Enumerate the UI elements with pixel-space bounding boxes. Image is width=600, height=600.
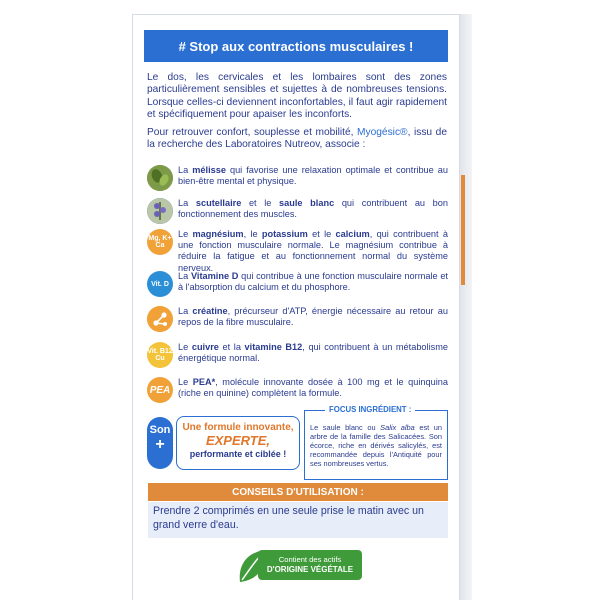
ingredient-text: La scutellaire et le saule blanc qui contribuent au bon fonctionnement des muscles.: [178, 198, 448, 220]
box-side-tab: [461, 175, 465, 285]
vegetal-line-2: D'ORIGINE VÉGÉTALE: [266, 565, 354, 574]
headline-banner: [144, 30, 448, 62]
ingredient-text: Le magnésium, le potassium et le calcium, qui contribuent à une fonction musculaire normale. Le magnésium contribue à réduire la fatigue et au fonctionnement normal du système nerveux.: [178, 229, 448, 273]
ingredient-text: La créatine, précurseur d'ATP, énergie nécessaire au retour au repos de la fibre musculaire.: [178, 306, 448, 328]
son-badge: [147, 417, 173, 469]
vitamin-b12-icon: Vit. B12 Cu: [147, 342, 173, 368]
ingredient-text: La mélisse qui favorise une relaxation optimale et contribue au bien-être mental et physique.: [178, 165, 448, 187]
intro-paragraph-2: [147, 127, 447, 152]
vegetal-origin-text: [258, 550, 362, 580]
formula-line-2: EXPERTE,: [205, 433, 271, 448]
formula-box: [176, 416, 300, 470]
usage-advice-header: [148, 483, 448, 501]
headline-text: # Stop aux contractions musculaires !: [178, 38, 414, 54]
focus-title: FOCUS INGRÉDIENT :: [325, 405, 415, 414]
box-side-shadow: [460, 14, 472, 600]
melissa-leaf-icon: [147, 165, 173, 191]
plus-icon: +: [155, 436, 165, 453]
usage-advice-title: CONSEILS D'UTILISATION :: [232, 486, 364, 498]
son-label: Son: [149, 424, 171, 436]
vegetal-origin-badge: [236, 548, 366, 584]
intro-p2-start: Pour retrouver confort, souplesse et mobilité,: [147, 126, 358, 138]
vitamin-d-icon: Vit. D: [147, 271, 173, 297]
ingredient-text: Le cuivre et la vitamine B12, qui contribuent à un métabolisme énergétique normal.: [178, 342, 448, 364]
pea-icon: PEA: [147, 377, 173, 403]
ingredient-text: La Vitamine D qui contribue à une fonction musculaire normale et à l'absorption du calcium et du phosphore.: [178, 271, 448, 293]
creatine-molecule-icon: [147, 306, 173, 332]
skullcap-flower-icon: [147, 198, 173, 224]
focus-latin-name: Salix alba: [380, 423, 415, 432]
focus-text-start: Le saule blanc ou: [310, 423, 381, 432]
intro-p2-end: , issu de la recherche des Laboratoires Nutreov, associe :: [147, 126, 447, 151]
ingredient-text: Le PEA*, molécule innovante dosée à 100 mg et le quinquina (riche en quinine) complètent la formule.: [178, 377, 448, 399]
focus-ingredient-box: [304, 405, 448, 480]
brand-name: Myogésic®: [357, 126, 408, 138]
intro-text: [147, 72, 447, 156]
formula-line-3: performante et ciblée !: [189, 449, 287, 459]
usage-advice-text: Prendre 2 comprimés en une seule prise le matin avec un grand verre d'eau.: [148, 502, 448, 538]
vegetal-line-1: Contient des actifs: [278, 555, 342, 564]
focus-text-rest: est un arbre de la famille des Salicacées. Son écorce, riche en dérivés salicylés, est recommandée depuis l'Antiquité pour ses nombreuses vertus.: [310, 423, 443, 468]
intro-paragraph-1: Le dos, les cervicales et les lombaires sont des zones particulièrement sensibles et sujettes à de nombreuses tensions. Lorsque celles-ci deviennent inconfortables, il faut agir rapidement et spécifiquement pour apaiser les inconforts.: [147, 72, 447, 121]
minerals-icon: Mg, K+ Ca: [147, 229, 173, 255]
formula-line-1: Une formule innovante,: [182, 422, 294, 433]
